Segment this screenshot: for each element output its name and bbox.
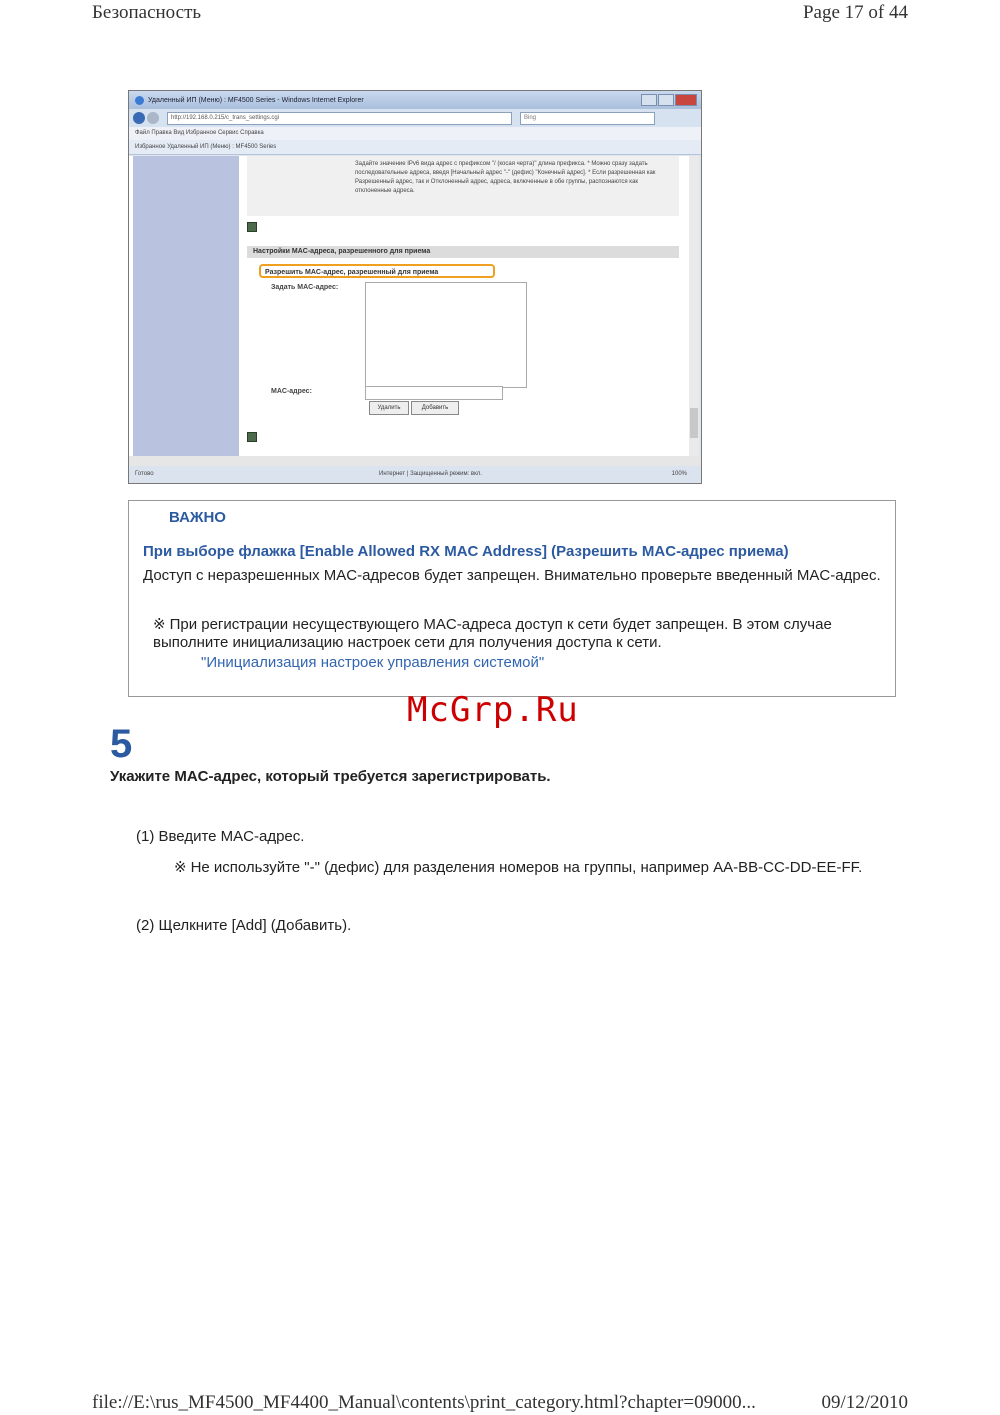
left-navigation bbox=[133, 156, 239, 456]
important-title: ВАЖНО bbox=[169, 509, 226, 526]
back-icon[interactable] bbox=[133, 112, 145, 124]
window-titlebar bbox=[129, 91, 701, 109]
footer-path: file://E:\rus_MF4500_MF4400_Manual\contents\print_category.html?chapter=09000... bbox=[92, 1392, 756, 1413]
window-title: Удаленный ИП (Меню) : MF4500 Series - Windows Internet Explorer bbox=[148, 96, 364, 104]
status-text: Готово bbox=[135, 471, 154, 477]
zoom-level[interactable]: 100% bbox=[671, 471, 687, 477]
note-mark-2: ※ bbox=[174, 859, 187, 876]
allow-mac-checkbox[interactable]: Разрешить MAC-адрес, разрешенный для приема bbox=[259, 264, 495, 278]
delete-button[interactable]: Удалить bbox=[369, 401, 409, 415]
important-note bbox=[153, 616, 853, 652]
close-button[interactable] bbox=[675, 94, 697, 106]
note-mark: ※ bbox=[153, 616, 166, 633]
set-mac-label: Задать MAC-адрес: bbox=[271, 284, 339, 291]
mac-input[interactable] bbox=[365, 386, 503, 400]
main-panel bbox=[241, 156, 679, 456]
section-title: Настройки MAC-адреса, разрешенного для приема bbox=[247, 246, 679, 258]
init-settings-link[interactable]: "Инициализация настроек управления системой" bbox=[201, 654, 545, 671]
forward-icon[interactable] bbox=[147, 112, 159, 124]
zone-text: Интернет | Защищенный режим: вкл. bbox=[379, 471, 482, 477]
mac-list[interactable] bbox=[365, 282, 527, 388]
important-subtitle: При выборе флажка [Enable Allowed RX MAC Address] (Разрешить MAC-адрес приема) bbox=[143, 543, 789, 560]
important-note-text: При регистрации несуществующего MAC-адреса доступ к сети будет запрещен. В этом случае выполните инициализацию настроек сети для получения доступа к сети. bbox=[153, 616, 832, 651]
search-input[interactable]: Bing bbox=[520, 112, 655, 125]
important-body: Доступ с неразрешенных MAC-адресов будет запрещен. Внимательно проверьте введенный MAC-адрес. bbox=[143, 567, 881, 584]
url-input[interactable]: http://192.168.0.215/c_trans_settings.cgi bbox=[167, 112, 512, 125]
status-bar bbox=[129, 466, 701, 483]
substep-1-note-text: Не используйте "-" (дефис) для разделения номеров на группы, например AA-BB-CC-DD-EE-FF. bbox=[190, 859, 863, 876]
substep-1-note bbox=[174, 859, 874, 877]
horizontal-scrollbar[interactable] bbox=[129, 456, 701, 466]
maximize-button[interactable] bbox=[658, 94, 674, 106]
substep-1: (1) Введите MAC-адрес. bbox=[136, 828, 305, 845]
address-bar bbox=[129, 109, 701, 127]
top-link-icon-bottom[interactable] bbox=[247, 432, 257, 442]
minimize-button[interactable] bbox=[641, 94, 657, 106]
top-link-icon[interactable] bbox=[247, 222, 257, 232]
menu-bar[interactable]: Файл Правка Вид Избранное Сервис Справка bbox=[129, 127, 701, 140]
footer-date: 09/12/2010 bbox=[821, 1392, 908, 1413]
ie-icon bbox=[135, 96, 144, 105]
notes-text: Задайте значение IPv6 вида адрес с префиксом "/ (косая черта)" длина префикса. * Можно сразу задать последовательные адреса, введя [Начальный адрес "-" (дефис) "Конечный адрес]. * Если разрешенная как Разрешенный адрес, так и Отклоненный адрес, адреса, включенные в обе группы, распознаются как отклоненные адреса. bbox=[247, 156, 679, 216]
step-text: Укажите MAC-адрес, который требуется зарегистрировать. bbox=[110, 768, 551, 785]
watermark: McGrp.Ru bbox=[407, 690, 579, 730]
mac-label: MAC-адрес: bbox=[271, 388, 312, 395]
step-number: 5 bbox=[110, 722, 133, 766]
vertical-scrollbar[interactable] bbox=[689, 156, 699, 456]
favorites-bar[interactable]: Избранное Удаленный ИП (Меню) : MF4500 Series bbox=[129, 140, 701, 155]
important-box bbox=[128, 500, 896, 697]
page-number: Page 17 of 44 bbox=[802, 2, 908, 23]
add-button[interactable]: Добавить bbox=[411, 401, 459, 415]
scroll-thumb[interactable] bbox=[690, 408, 698, 438]
substep-2: (2) Щелкните [Add] (Добавить). bbox=[136, 917, 352, 934]
browser-screenshot bbox=[128, 90, 702, 484]
page-content bbox=[129, 156, 689, 456]
page-header-section: Безопасность bbox=[92, 2, 202, 23]
